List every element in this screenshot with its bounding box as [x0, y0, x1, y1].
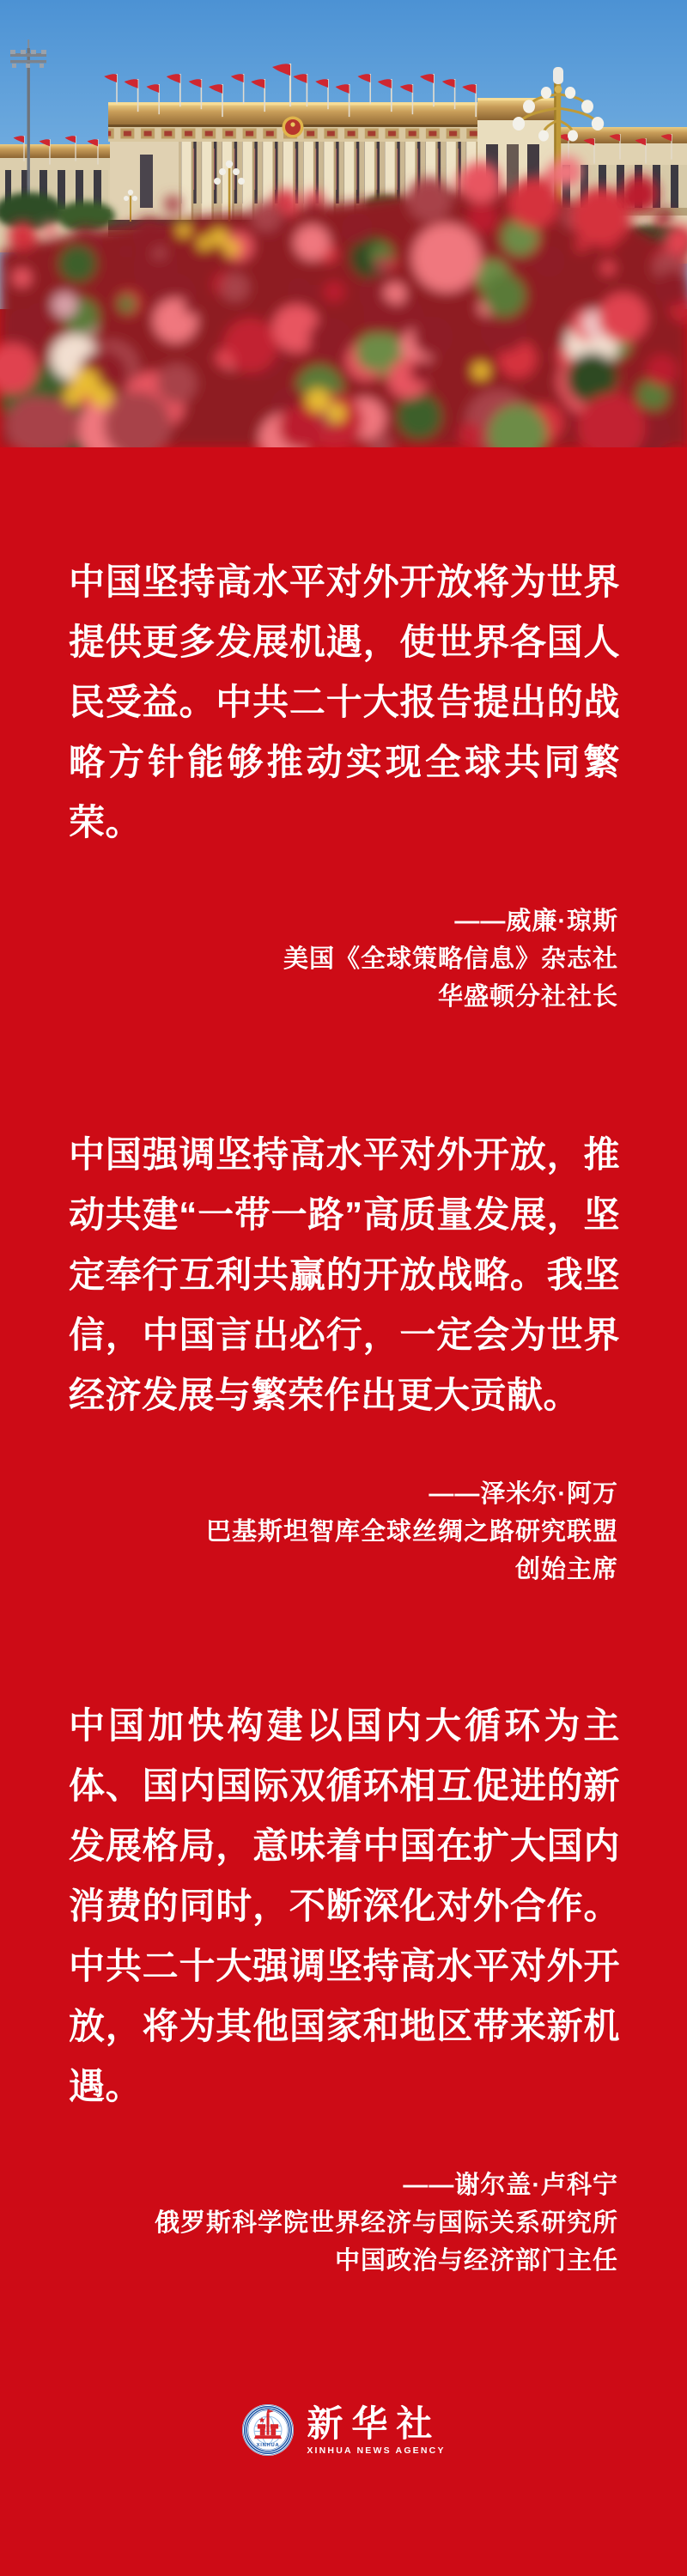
xinhua-logo: [0, 2400, 687, 2460]
attribution-org: 巴基斯坦智库全球丝绸之路研究联盟: [205, 1518, 618, 1546]
quote-attribution-3: [69, 2166, 618, 2280]
quote-attribution-2: [69, 1475, 618, 1589]
attribution-name: ——泽米尔·阿万: [429, 1480, 618, 1508]
xinhua-logo-en: XINHUA NEWS AGENCY: [307, 2445, 446, 2456]
attribution-name: ——谢尔盖·卢科宁: [403, 2172, 618, 2199]
great-hall-photo: [0, 0, 687, 447]
emblem-text: XINHUA: [256, 2442, 280, 2448]
quote-text-3: 中国加快构建以国内大循环为主体、国内国际双循环相互促进的新发展格局，意味着中国在扩大国内消费的同时，不断深化对外合作。中共二十大强调坚持高水平对外开放，将为其他国家和地区带来新机遇。: [69, 1705, 620, 2106]
attribution-org: 美国《全球策略信息》杂志社: [283, 945, 618, 973]
attribution-title: 华盛顿分社社长: [437, 983, 618, 1011]
quote-text-2: 中国强调坚持高水平对外开放，推动共建“一带一路”高质量发展，坚定奉行互利共赢的开放战略。我坚信，中国言出必行，一定会为世界经济发展与繁荣作出更大贡献。: [69, 1134, 620, 1415]
quote-attribution-1: [69, 902, 618, 1016]
xinhua-logo-cn: 新华社: [307, 2403, 441, 2444]
attribution-org: 俄罗斯科学院世界经济与国际关系研究所: [154, 2209, 618, 2237]
attribution-title: 创始主席: [514, 1556, 618, 1583]
xinhua-emblem-icon: [241, 2403, 295, 2457]
national-emblem: [283, 117, 304, 138]
attribution-name: ——威廉·琼斯: [454, 908, 618, 935]
attribution-title: 中国政治与经济部门主任: [334, 2247, 618, 2275]
quote-text-1: 中国坚持高水平对外开放将为世界提供更多发展机遇，使世界各国人民受益。中共二十大报告提出的战略方针能够推动实现全球共同繁荣。: [69, 562, 620, 842]
